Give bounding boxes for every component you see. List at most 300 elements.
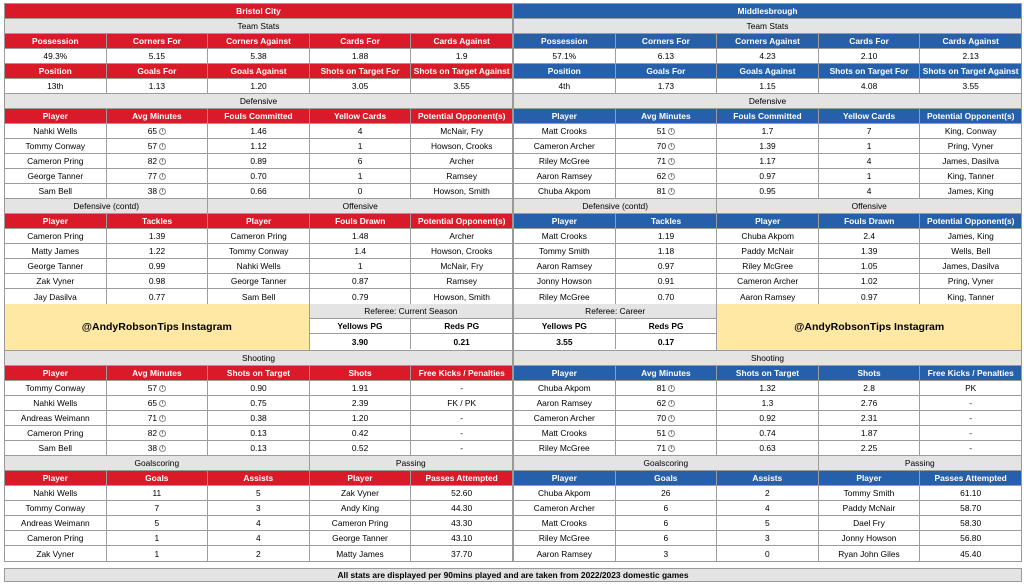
stat-value bbox=[107, 124, 209, 138]
clock-icon bbox=[159, 158, 166, 165]
column-header-text: Shots bbox=[857, 368, 881, 378]
column-header bbox=[717, 214, 819, 228]
stat-value-text: 0.90 bbox=[250, 383, 267, 393]
table-row bbox=[514, 546, 818, 561]
referee-head-row bbox=[310, 319, 512, 334]
column-header-text: Shots on Target Against bbox=[922, 66, 1019, 76]
stat-value bbox=[819, 229, 921, 243]
stat-value-text: 2.4 bbox=[863, 231, 876, 241]
table-row bbox=[208, 259, 512, 274]
referee-header-title-text: Referee: Current Season bbox=[364, 306, 458, 316]
column-header bbox=[208, 471, 309, 485]
column-header bbox=[616, 471, 718, 485]
stat-value bbox=[920, 229, 1021, 243]
defensive-header bbox=[5, 94, 512, 109]
stat-value-text: 13th bbox=[47, 81, 64, 91]
player-name bbox=[514, 244, 616, 258]
stat-value-text: 0.89 bbox=[250, 156, 267, 166]
stat-value bbox=[920, 426, 1021, 440]
split-section bbox=[5, 199, 512, 304]
referee-header bbox=[514, 304, 716, 319]
stat-value-text: 37.70 bbox=[451, 548, 473, 559]
stat-value-text: 0.38 bbox=[250, 413, 267, 423]
player-name bbox=[717, 244, 819, 258]
table-row bbox=[310, 516, 512, 531]
passing-header bbox=[819, 456, 1021, 471]
stat-value-text: 2.39 bbox=[351, 398, 369, 408]
stat-value bbox=[819, 411, 921, 425]
player-name-text: George Tanner bbox=[27, 261, 84, 271]
table-row bbox=[819, 546, 1021, 561]
offensive-header bbox=[717, 199, 1021, 214]
column-header bbox=[616, 34, 718, 48]
stat-value bbox=[411, 154, 512, 168]
clock-icon bbox=[159, 445, 166, 452]
player-name-text: Jay Dasilva bbox=[33, 291, 77, 302]
player-name bbox=[5, 274, 107, 288]
column-header-text: Corners For bbox=[641, 36, 690, 46]
stat-value-text: 45.40 bbox=[960, 548, 982, 559]
stat-value-text: James, Dasilva bbox=[942, 156, 1000, 166]
stat-value-text: 0.63 bbox=[759, 443, 776, 453]
stat-value bbox=[310, 124, 412, 138]
column-header bbox=[310, 214, 412, 228]
stat-value-text: 0.42 bbox=[351, 428, 369, 438]
player-name bbox=[5, 516, 107, 530]
stat-value bbox=[920, 411, 1021, 425]
stat-value bbox=[920, 501, 1021, 515]
stat-value-text: King, Tanner bbox=[947, 171, 995, 181]
stat-value-text: 81 bbox=[656, 186, 667, 196]
shooting-header-title-text: Shooting bbox=[241, 353, 276, 363]
table-row bbox=[5, 139, 512, 154]
team-name-title bbox=[5, 4, 512, 18]
promo-text: @AndyRobsonTips Instagram bbox=[794, 321, 945, 333]
defensive-header-title bbox=[514, 94, 1021, 108]
stat-value bbox=[920, 184, 1021, 198]
stat-value-text: 4 bbox=[357, 126, 363, 136]
stat-value-text: 38 bbox=[147, 443, 158, 453]
stat-value bbox=[819, 259, 921, 273]
stat-value bbox=[411, 396, 512, 410]
player-name-text: Cameron Archer bbox=[737, 276, 799, 286]
table-row bbox=[514, 411, 1021, 426]
stat-value-text: 1 bbox=[154, 533, 160, 543]
player-name bbox=[208, 259, 310, 273]
column-header-text: Free Kicks / Penalties bbox=[418, 368, 505, 378]
stat-value bbox=[616, 139, 718, 153]
player-name bbox=[819, 486, 921, 500]
player-name bbox=[310, 531, 412, 545]
column-header-text: Player bbox=[856, 473, 882, 483]
column-header-text: Player bbox=[42, 368, 68, 378]
player-name-text: Chuba Akpom bbox=[537, 186, 591, 196]
stat-value bbox=[208, 139, 310, 153]
stat-value-text: 4.23 bbox=[759, 51, 776, 61]
clock-icon bbox=[668, 415, 675, 422]
player-name-text: Riley McGree bbox=[538, 533, 590, 543]
stat-value-text: Howson, Smith bbox=[433, 186, 490, 196]
column-header bbox=[411, 366, 512, 380]
stat-value-text: 58.30 bbox=[960, 518, 982, 528]
table-row bbox=[310, 501, 512, 516]
offensive-header-title-text: Offensive bbox=[851, 201, 887, 211]
table-row bbox=[5, 184, 512, 199]
player-name bbox=[5, 531, 107, 545]
stat-value-text: 0.52 bbox=[351, 443, 369, 453]
stat-value-text: - bbox=[460, 413, 464, 423]
player-name-text: Ryan John Giles bbox=[838, 548, 900, 559]
player-name-text: Nahki Wells bbox=[236, 261, 281, 271]
stat-value-text: 1.15 bbox=[759, 81, 776, 91]
stat-value-text: 51 bbox=[656, 428, 667, 438]
stat-value bbox=[920, 244, 1021, 258]
stat-value bbox=[107, 411, 209, 425]
referee-values bbox=[310, 334, 512, 349]
player-name bbox=[5, 154, 107, 168]
stat-value-text: 61.10 bbox=[960, 488, 982, 498]
team-stats-header-title-text: Team Stats bbox=[237, 21, 280, 31]
table-row bbox=[5, 154, 512, 169]
stat-value-text: 1.20 bbox=[250, 81, 267, 91]
offensive-header-title bbox=[208, 199, 512, 213]
table-row bbox=[717, 274, 1021, 289]
table-row bbox=[5, 501, 309, 516]
player-name bbox=[819, 516, 921, 530]
column-header bbox=[514, 109, 616, 123]
table-row bbox=[514, 139, 1021, 154]
stat-value-text: Ramsey bbox=[446, 171, 478, 181]
promo-banner bbox=[5, 304, 310, 350]
column-header bbox=[616, 109, 718, 123]
defensive-header bbox=[514, 94, 1021, 109]
player-name bbox=[208, 229, 310, 243]
player-name bbox=[5, 501, 107, 515]
player-name-text: Cameron Pring bbox=[27, 231, 84, 241]
defensive-contd-header-title bbox=[5, 199, 207, 213]
table-row bbox=[5, 124, 512, 139]
player-name bbox=[514, 531, 616, 545]
stat-value bbox=[208, 79, 310, 93]
column-header-text: Potential Opponent(s) bbox=[927, 216, 1015, 226]
table-row bbox=[5, 441, 512, 456]
defensive-head-row bbox=[5, 109, 512, 124]
stat-value-text: 2.31 bbox=[860, 413, 878, 423]
stat-value bbox=[107, 169, 209, 183]
passing-table bbox=[310, 456, 512, 561]
column-header-text: Player bbox=[551, 216, 577, 226]
player-name-text: Riley McGree bbox=[742, 261, 794, 271]
stat-value bbox=[717, 546, 818, 561]
player-name-text: Tommy Conway bbox=[228, 246, 289, 256]
stat-value bbox=[819, 139, 921, 153]
stat-value bbox=[920, 79, 1021, 93]
table-row bbox=[514, 124, 1021, 139]
stat-value bbox=[616, 244, 717, 258]
stat-value-text: 1.32 bbox=[759, 383, 776, 393]
player-name-text: Tommy Smith bbox=[538, 246, 590, 256]
player-name-text: Matt Crooks bbox=[541, 518, 587, 528]
stat-value-text: 0.66 bbox=[250, 186, 267, 196]
offensive-header bbox=[208, 199, 512, 214]
stat-value bbox=[411, 411, 512, 425]
stat-value-text: 0.99 bbox=[148, 261, 166, 271]
stat-value bbox=[616, 79, 718, 93]
stat-value bbox=[616, 274, 717, 288]
player-name bbox=[5, 426, 107, 440]
column-header bbox=[819, 366, 921, 380]
column-header-text: Player bbox=[551, 368, 577, 378]
column-header-text: Free Kicks / Penalties bbox=[927, 368, 1014, 378]
table-row bbox=[514, 289, 716, 304]
player-name bbox=[514, 289, 616, 304]
stat-value-text: 1.7 bbox=[761, 126, 774, 136]
stat-value bbox=[310, 244, 412, 258]
column-header-text: Goals bbox=[654, 473, 678, 483]
stat-value-text: 4 bbox=[255, 518, 261, 528]
player-name bbox=[819, 501, 921, 515]
stat-value-text: 1.19 bbox=[657, 231, 675, 241]
player-name-text: Sam Bell bbox=[38, 443, 73, 453]
column-header-text: Yellow Cards bbox=[843, 111, 896, 121]
player-name-text: Aaron Ramsey bbox=[536, 398, 592, 408]
stat-value bbox=[717, 396, 819, 410]
stat-value-text: 3 bbox=[255, 503, 261, 513]
stat-value-text: 62 bbox=[656, 171, 667, 181]
player-name-text: Andy King bbox=[340, 503, 380, 513]
table-row bbox=[819, 516, 1021, 531]
column-header bbox=[208, 109, 310, 123]
player-name bbox=[5, 244, 107, 258]
column-header bbox=[310, 319, 412, 333]
stat-value bbox=[920, 381, 1021, 395]
stat-value bbox=[208, 411, 310, 425]
stat-value-text: 1.87 bbox=[860, 428, 878, 438]
stat-value-text: 2 bbox=[764, 488, 770, 498]
table-row bbox=[514, 184, 1021, 199]
player-name bbox=[514, 154, 616, 168]
defensive-contd-head-row bbox=[5, 214, 207, 229]
stat-value-text: 2.76 bbox=[860, 398, 878, 408]
stat-value bbox=[717, 441, 819, 455]
column-header-text: Yellow Cards bbox=[334, 111, 387, 121]
stat-value-text: - bbox=[460, 383, 464, 393]
stat-value-text: 0.70 bbox=[657, 291, 675, 302]
stat-value bbox=[411, 169, 512, 183]
table-row bbox=[208, 274, 512, 289]
player-name bbox=[717, 274, 819, 288]
table-row bbox=[514, 486, 818, 501]
stat-value-text: 1 bbox=[357, 171, 363, 181]
stat-value bbox=[920, 531, 1021, 545]
stat-value bbox=[819, 184, 921, 198]
stat-value-text: 38 bbox=[147, 186, 158, 196]
stat-value bbox=[411, 259, 512, 273]
table-row bbox=[5, 244, 207, 259]
stat-value-text: 6 bbox=[663, 503, 669, 513]
player-name-text: Paddy McNair bbox=[842, 503, 896, 513]
stat-value-text: James, Dasilva bbox=[942, 261, 1000, 271]
stat-value-text: James, King bbox=[947, 231, 994, 241]
stat-value bbox=[717, 501, 818, 515]
stat-value bbox=[616, 124, 718, 138]
offensive-header-title-text: Offensive bbox=[342, 201, 378, 211]
split-section bbox=[5, 456, 512, 561]
player-name bbox=[5, 229, 107, 243]
stat-value bbox=[310, 274, 412, 288]
column-header bbox=[310, 34, 412, 48]
table-row bbox=[514, 154, 1021, 169]
stat-value-text: 1.05 bbox=[861, 261, 878, 271]
team-stats-head-row bbox=[514, 64, 1021, 79]
table-row bbox=[514, 516, 818, 531]
column-header bbox=[514, 214, 616, 228]
referee-header-title-text: Referee: Career bbox=[585, 306, 646, 316]
stat-value-text: 0 bbox=[764, 548, 770, 559]
stat-value-text: 7 bbox=[866, 126, 872, 136]
player-name bbox=[514, 124, 616, 138]
stat-value-text: 1.20 bbox=[351, 413, 369, 423]
stat-value bbox=[411, 381, 512, 395]
column-header-text: Goals Against bbox=[739, 66, 796, 76]
stat-value bbox=[411, 501, 512, 515]
stat-value-text: Wells, Bell bbox=[951, 246, 991, 256]
stat-value bbox=[616, 396, 718, 410]
clock-icon bbox=[668, 188, 675, 195]
stat-value-text: 4 bbox=[866, 156, 872, 166]
player-name-text: Aaron Ramsey bbox=[536, 548, 592, 559]
defensive-contd-head-row bbox=[514, 214, 716, 229]
player-name-text: Aaron Ramsey bbox=[536, 261, 593, 271]
stat-value bbox=[107, 274, 208, 288]
stat-value bbox=[819, 49, 921, 63]
column-header bbox=[5, 34, 107, 48]
column-header-text: Player bbox=[42, 111, 68, 121]
player-name bbox=[5, 139, 107, 153]
goalscoring-header-title bbox=[514, 456, 818, 470]
column-header-text: Player bbox=[755, 216, 781, 226]
team-stats-values bbox=[5, 49, 512, 64]
stat-value bbox=[717, 426, 819, 440]
player-name-text: Nahki Wells bbox=[33, 398, 78, 408]
column-header-text: Corners Against bbox=[735, 36, 800, 46]
stat-value-text: 62 bbox=[656, 398, 667, 408]
player-name bbox=[310, 516, 412, 530]
passing-table bbox=[819, 456, 1021, 561]
stat-value-text: 44.30 bbox=[451, 503, 473, 513]
stat-value-text: 82 bbox=[147, 428, 158, 438]
column-header-text: Tackles bbox=[651, 216, 682, 226]
column-header bbox=[920, 109, 1021, 123]
player-name-text: Cameron Pring bbox=[230, 231, 287, 241]
passing-head-row bbox=[819, 471, 1021, 486]
player-name bbox=[5, 546, 107, 561]
goalscoring-header bbox=[5, 456, 309, 471]
stat-value-text: 4 bbox=[764, 503, 770, 513]
column-header-text: Assists bbox=[752, 473, 783, 483]
table-row bbox=[5, 169, 512, 184]
column-header bbox=[717, 366, 819, 380]
player-name-text: Matty James bbox=[336, 548, 384, 559]
stat-value bbox=[819, 274, 921, 288]
clock-icon bbox=[668, 445, 675, 452]
player-name-text: Zak Vyner bbox=[36, 276, 75, 286]
player-name bbox=[514, 229, 616, 243]
player-name-text: Dael Fry bbox=[853, 518, 885, 528]
stat-value bbox=[107, 244, 208, 258]
player-name-text: Nahki Wells bbox=[33, 488, 78, 498]
stat-value-text: 1 bbox=[357, 261, 363, 271]
column-header-text: Shots on Target bbox=[226, 368, 291, 378]
stat-value bbox=[310, 184, 412, 198]
clock-icon bbox=[159, 400, 166, 407]
player-name bbox=[5, 441, 107, 455]
column-header-text: Shots on Target For bbox=[320, 66, 400, 76]
column-header bbox=[819, 471, 921, 485]
column-header-text: Cards For bbox=[340, 36, 380, 46]
passing-header-title-text: Passing bbox=[395, 458, 426, 468]
stat-value bbox=[819, 244, 921, 258]
stat-value-text: Howson, Smith bbox=[433, 291, 490, 302]
column-header bbox=[819, 34, 921, 48]
player-name-text: Aaron Ramsey bbox=[536, 171, 592, 181]
player-name-text: Cameron Pring bbox=[331, 518, 389, 528]
column-header bbox=[107, 366, 209, 380]
stat-value bbox=[208, 169, 310, 183]
goalscoring-table bbox=[514, 456, 819, 561]
bristol-city-panel bbox=[4, 3, 513, 562]
clock-icon bbox=[159, 143, 166, 150]
promo-text: @AndyRobsonTips Instagram bbox=[81, 321, 232, 333]
player-name bbox=[514, 501, 616, 515]
player-name bbox=[5, 169, 107, 183]
table-row bbox=[514, 274, 716, 289]
column-header bbox=[5, 64, 107, 78]
shooting-header bbox=[514, 351, 1021, 366]
stat-value bbox=[616, 531, 718, 545]
stat-value bbox=[920, 516, 1021, 530]
column-header bbox=[920, 214, 1021, 228]
stat-value-text: 0.75 bbox=[250, 398, 267, 408]
player-name bbox=[310, 486, 412, 500]
team-stats-header-title bbox=[514, 19, 1021, 33]
stat-value-text: 3 bbox=[764, 533, 770, 543]
column-header-text: Player bbox=[42, 216, 68, 226]
stat-value bbox=[310, 411, 412, 425]
player-name-text: Matt Crooks bbox=[541, 231, 587, 241]
stat-value bbox=[107, 396, 209, 410]
stat-value-text: 1 bbox=[154, 548, 160, 559]
clock-icon bbox=[159, 415, 166, 422]
column-header bbox=[616, 366, 718, 380]
stat-value-text: 0.92 bbox=[759, 413, 776, 423]
column-header-text: Corners For bbox=[132, 36, 181, 46]
column-header bbox=[717, 34, 819, 48]
column-header-text: Fouls Drawn bbox=[844, 216, 895, 226]
stat-value-text: 0.13 bbox=[250, 428, 267, 438]
offensive-table bbox=[717, 199, 1021, 304]
column-header-text: Tackles bbox=[142, 216, 173, 226]
column-header-text: Assists bbox=[243, 473, 274, 483]
column-header bbox=[819, 214, 921, 228]
defensive-header-title-text: Defensive bbox=[748, 96, 787, 106]
column-header bbox=[920, 64, 1021, 78]
stat-value-text: 0.97 bbox=[657, 261, 675, 271]
table-row bbox=[514, 259, 716, 274]
stat-value bbox=[616, 289, 717, 304]
column-header bbox=[107, 64, 209, 78]
table-row bbox=[5, 411, 512, 426]
